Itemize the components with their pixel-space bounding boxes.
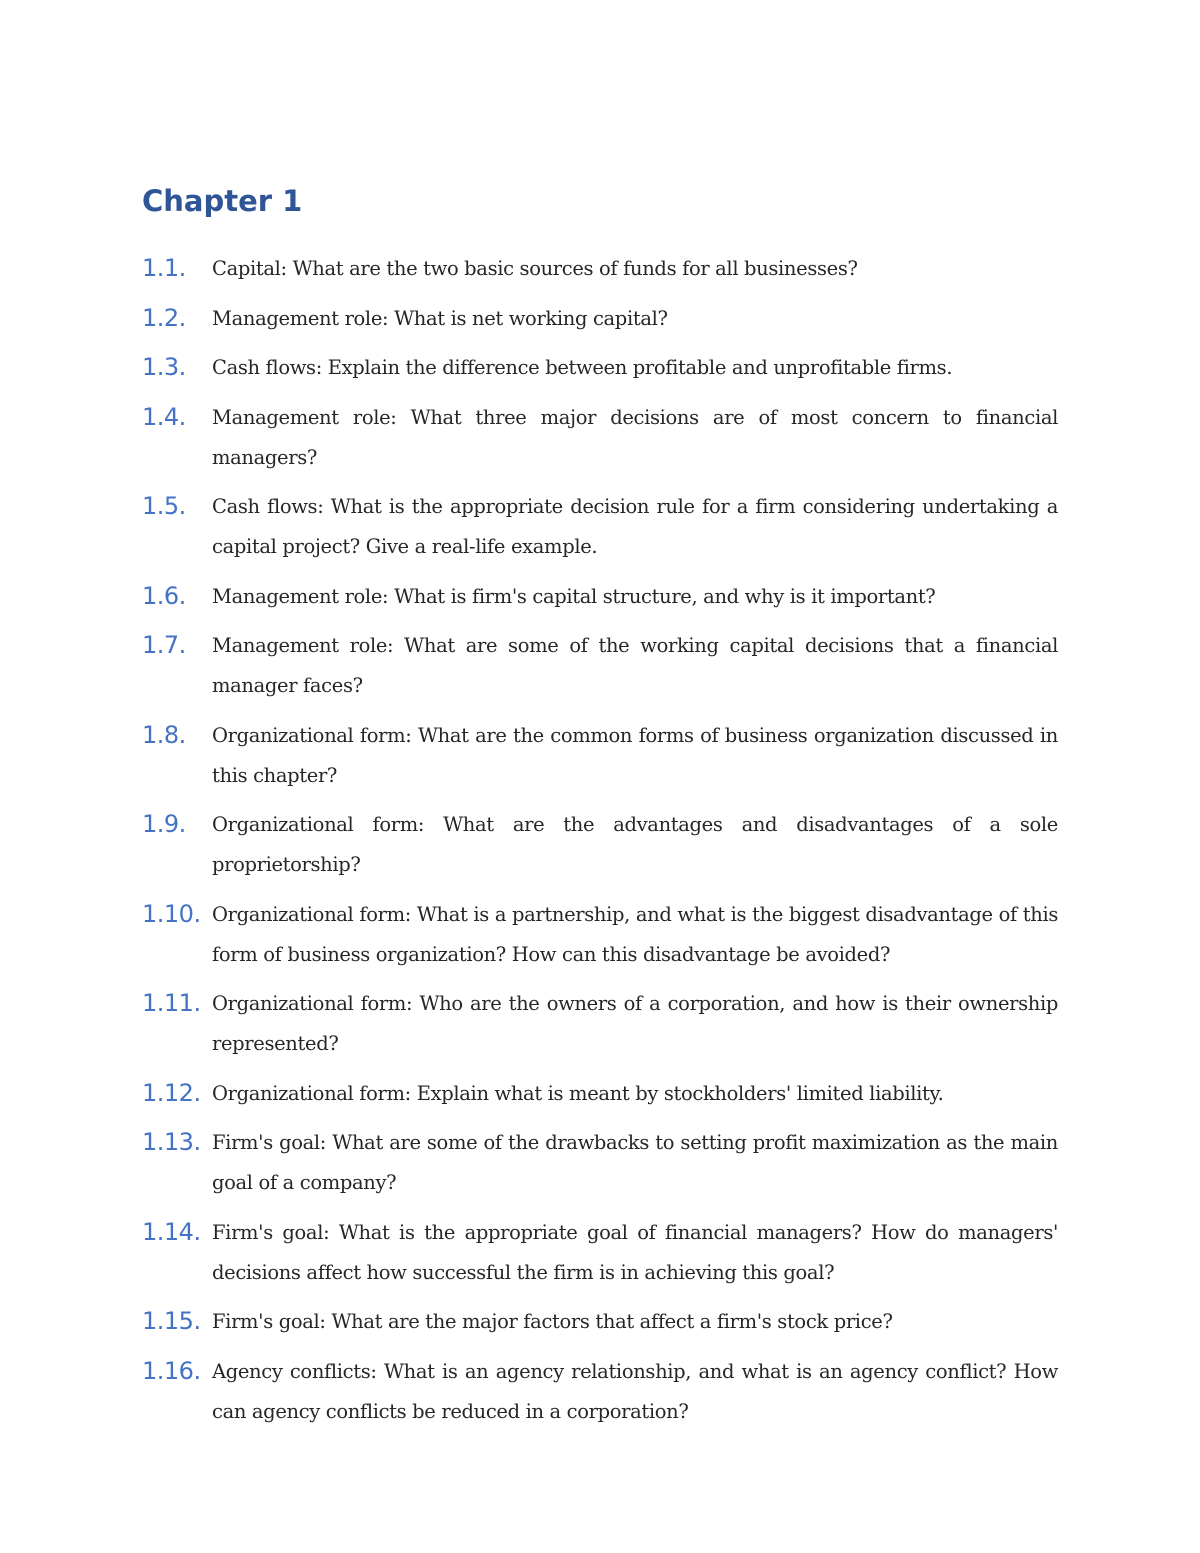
question-text: Cash flows: Explain the difference between profitable and unprofitable firms.	[212, 356, 953, 379]
question-item	[142, 1351, 1058, 1432]
question-number: 1.14.	[142, 1217, 201, 1246]
question-text: Management role: What is net working capital?	[212, 306, 668, 330]
question-text: Cash flows: What is the appropriate decision rule for a firm considering undertaking a capital project? Give a real-life example.	[212, 495, 1058, 558]
question-number: 1.9.	[142, 810, 186, 838]
question-number: 1.10.	[142, 899, 201, 928]
question-text: Agency conflicts: What is an agency relationship, and what is an agency conflict? How can agency conflicts be reduced in a corporation?	[212, 1359, 1058, 1423]
question-number: 1.15.	[142, 1307, 201, 1335]
question-item	[142, 576, 1058, 617]
question-number: 1.12.	[142, 1078, 201, 1107]
question-item	[142, 894, 1058, 975]
question-number: 1.2.	[142, 303, 186, 332]
question-item	[142, 1301, 1058, 1342]
question-number: 1.6.	[142, 581, 186, 610]
question-item	[142, 397, 1058, 478]
chapter-title: Chapter 1	[142, 184, 303, 218]
question-number: 1.13.	[142, 1128, 201, 1156]
question-item	[142, 486, 1058, 567]
question-number: 1.5.	[142, 492, 186, 520]
question-item	[142, 625, 1058, 706]
question-number: 1.11.	[142, 989, 201, 1017]
question-text: Firm's goal: What is the appropriate goal of financial managers? How do managers' decisions affect how successful the firm is in achieving this goal?	[212, 1220, 1058, 1284]
question-item	[142, 1212, 1058, 1293]
question-item	[142, 715, 1058, 796]
question-text: Management role: What is firm's capital structure, and why is it important?	[212, 584, 936, 608]
question-number: 1.16.	[142, 1356, 201, 1385]
question-item	[142, 1073, 1058, 1114]
question-number: 1.3.	[142, 353, 186, 381]
question-number: 1.7.	[142, 631, 186, 659]
question-text: Organizational form: What is a partnership, and what is the biggest disadvantage of this form of business organization? How can this disadvantage be avoided?	[212, 902, 1058, 966]
question-item	[142, 804, 1058, 885]
question-text: Organizational form: Who are the owners of a corporation, and how is their ownership represented?	[212, 992, 1058, 1055]
question-number: 1.8.	[142, 720, 186, 749]
question-item	[142, 248, 1058, 289]
question-text: Organizational form: Explain what is meant by stockholders' limited liability.	[212, 1081, 944, 1105]
question-text: Firm's goal: What are some of the drawbacks to setting profit maximization as the main goal of a company?	[212, 1131, 1058, 1194]
question-text: Capital: What are the two basic sources of funds for all businesses?	[212, 257, 858, 280]
question-text: Management role: What three major decisions are of most concern to financial managers?	[212, 405, 1058, 469]
question-item	[142, 298, 1058, 339]
question-number: 1.4.	[142, 402, 186, 431]
question-text: Firm's goal: What are the major factors that affect a firm's stock price?	[212, 1310, 893, 1333]
question-number: 1.1.	[142, 254, 186, 282]
question-text: Organizational form: What are the common forms of business organization discussed in this chapter?	[212, 723, 1058, 787]
question-item	[142, 983, 1058, 1064]
question-item	[142, 1122, 1058, 1203]
question-list	[142, 248, 1058, 1440]
question-text: Organizational form: What are the advantages and disadvantages of a sole proprietorship?	[212, 813, 1058, 876]
question-item	[142, 347, 1058, 388]
question-text: Management role: What are some of the working capital decisions that a financial manager faces?	[212, 634, 1058, 697]
